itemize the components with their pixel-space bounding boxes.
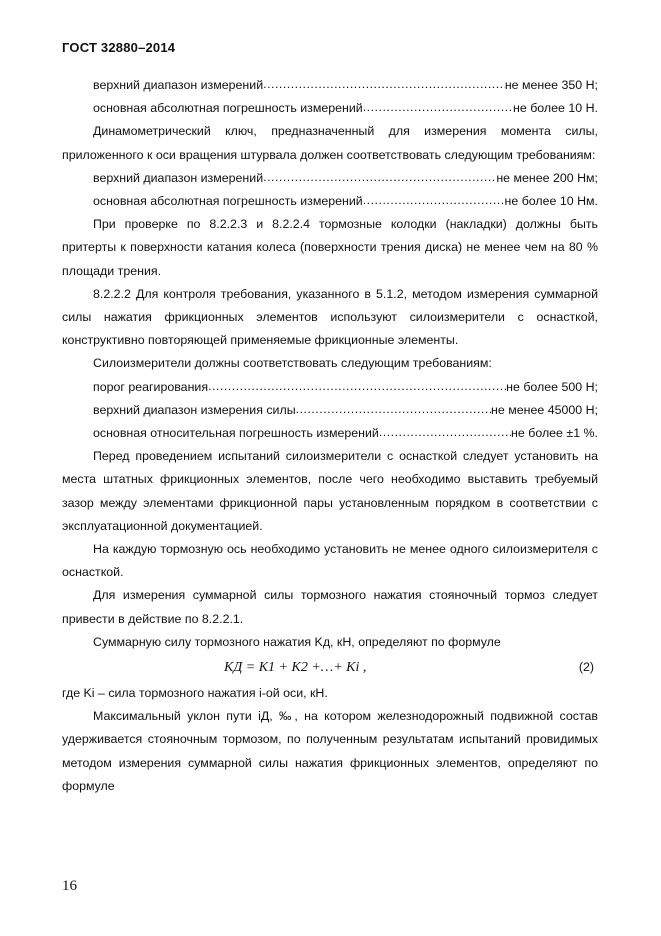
formula-2 [62,654,598,682]
standard-code-header: ГОСТ 32880–2014 [62,40,176,55]
leader-dots [363,194,505,206]
paragraph: При проверке по 8.2.2.3 и 8.2.2.4 тормозные колодки (накладки) должны быть притерты к поверхности катания колеса (поверхности трения диска) не менее чем на 80 % площади трения. [62,217,598,278]
paragraph: На каждую тормозную ось необходимо установить не менее одного силоизмерителя с оснасткой. [62,542,598,580]
spec-line [62,422,598,445]
spec-line [62,97,598,120]
paragraph: Суммарную силу тормозного нажатия Kд, кН, определяют по формуле [93,634,501,649]
leader-dots [263,78,505,90]
paragraph: Для измерения суммарной силы тормозного нажатия стояночный тормоз следует привести в действие по 8.2.2.1. [62,588,598,626]
spec-line [62,399,598,422]
spec-value: не более 500 Н; [506,379,598,394]
spec-line [62,376,598,399]
leader-dots [363,101,513,113]
paragraph: Максимальный уклон пути iД, ‰, на котором железнодорожный подвижной состав удерживается стояночным тормозом, по полученным результатам испытаний провидимых методом измерения суммарной силы нажатия фрикционных элементов, определяют по формуле [62,709,598,793]
spec-line [62,190,598,213]
spec-value: не более ±1 %. [511,426,598,441]
spec-label: основная абсолютная погрешность измерений [93,101,363,116]
document-body [62,74,598,798]
spec-label: верхний диапазон измерений [93,78,264,92]
spec-value: не менее 350 Н; [504,78,598,92]
leader-dots [296,403,491,415]
leader-dots [208,380,506,392]
leader-dots [263,171,496,183]
paragraph: где Ki – сила тормозного нажатия i-ой оси, кН. [62,686,328,701]
spec-label: верхний диапазон измерения силы [93,402,296,417]
spec-value: не более 10 Нм. [504,194,598,209]
spec-label: верхний диапазон измерений [93,170,264,185]
paragraph: Перед проведением испытаний силоизмерители с оснасткой следует установить на места штатных фрикционных элементов, после чего необходимо выставить требуемый зазор между элементами фрикционной пары установленным порядком в соответствии с эксплуатационной документацией. [62,449,598,533]
paragraph: 8.2.2.2 Для контроля требования, указанного в 5.1.2, методом измерения суммарной силы нажатия фрикционных элементов используют силоизмерители с оснасткой, конструктивно повторяющей применяемые фрикционные элементы. [62,286,598,348]
spec-value: не более 10 Н. [513,101,598,116]
spec-label: порог реагирования [93,379,209,394]
formula-number: (2) [578,660,594,675]
spec-value: не менее 45000 Н; [491,402,598,417]
spec-line [62,74,598,97]
page-number: 16 [62,878,77,894]
spec-label: основная абсолютная погрешность измерений [93,194,363,209]
paragraph: Силоизмерители должны соответствовать следующим требованиям: [93,356,492,371]
paragraph: Динамометрический ключ, предназначенный для измерения момента силы, приложенного к оси вращения штурвала должен соответствовать следующим требованиям: [62,124,598,162]
formula-expression: KД = K1 + K2 +…+ Ki , [224,660,367,676]
spec-label: основная относительная погрешность измерений [93,426,379,441]
leader-dots [379,426,511,438]
spec-value: не менее 200 Нм; [496,170,598,185]
spec-line [62,167,598,190]
